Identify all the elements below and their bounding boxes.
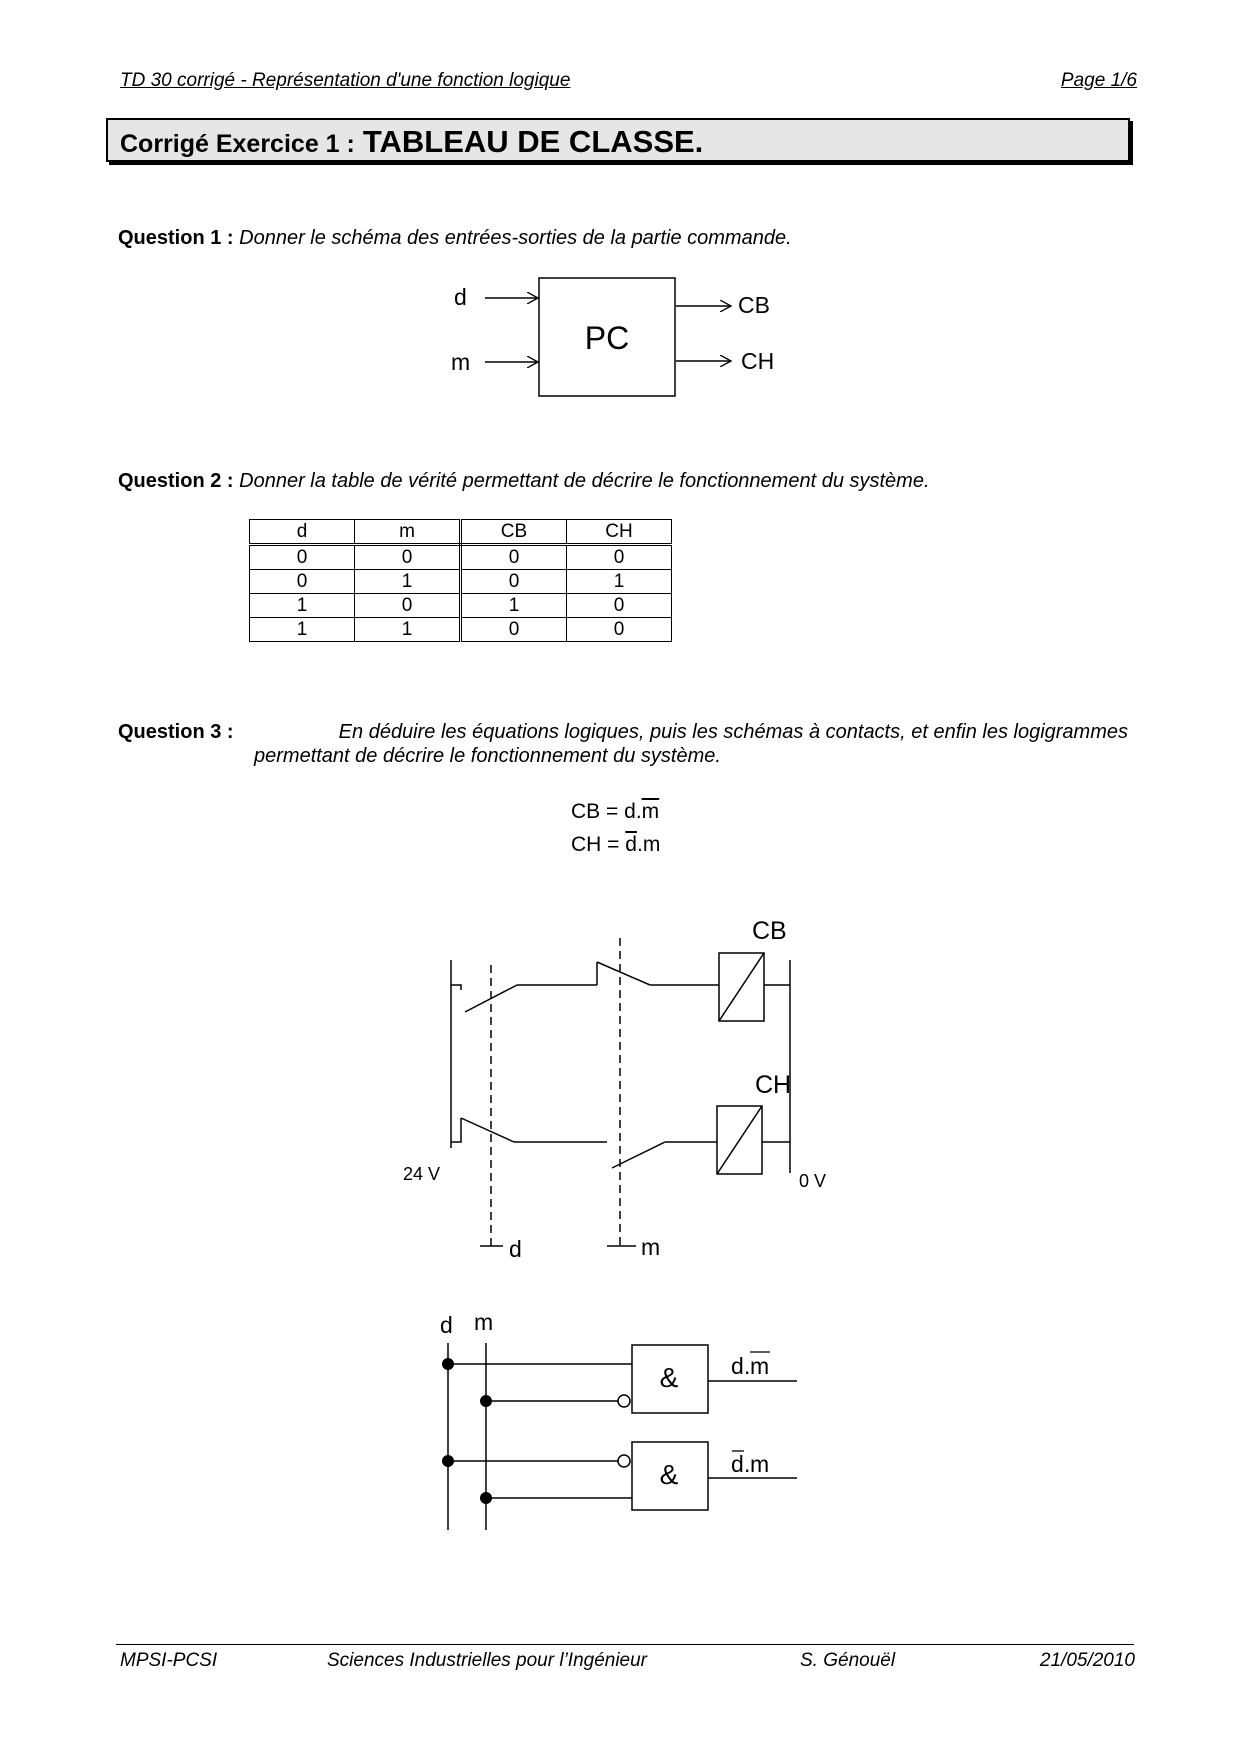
gate2-inverter-bubble <box>618 1455 630 1467</box>
th-d: d <box>250 520 355 545</box>
cell: 1 <box>567 570 672 594</box>
coil-ch-slash <box>717 1106 762 1174</box>
actuator-m-label: m <box>641 1234 661 1260</box>
cell: 0 <box>461 618 567 642</box>
eq-cb-dot: . <box>635 800 642 823</box>
gate1-output-label-b-negated: m <box>750 1353 770 1379</box>
logigram <box>440 1309 797 1530</box>
question-1-label: Question 1 : <box>118 227 234 249</box>
gate1-inverter-bubble <box>618 1395 630 1407</box>
contact-d-nc <box>461 1118 514 1142</box>
gate1-output-label-a: d <box>731 1353 744 1379</box>
junction-d-1 <box>442 1358 454 1370</box>
question-2-label: Question 2 : <box>118 470 234 492</box>
eq-ch-dot: . <box>636 833 643 856</box>
coil-cb-slash <box>719 953 764 1021</box>
pc-block-label: PC <box>584 320 630 356</box>
coil-ch-label: CH <box>755 1071 792 1099</box>
cell: 0 <box>567 618 672 642</box>
th-ch: CH <box>567 520 672 545</box>
gate2-output-label-b: m <box>750 1451 770 1477</box>
question-3-text-line2: permettant de décrire le fonctionnement du système. <box>254 745 721 767</box>
cell: 0 <box>355 594 461 618</box>
question-3-text-line1: En déduire les équations logiques, puis les schémas à contacts, et enfin les logigrammes <box>338 721 1128 743</box>
cell: 0 <box>250 545 355 570</box>
and-gate-1-symbol: & <box>659 1362 679 1393</box>
junction-d-2 <box>442 1455 454 1467</box>
footer-date: 21/05/2010 <box>1039 1650 1135 1671</box>
output-label-cb: CB <box>738 292 770 318</box>
junction-m-2 <box>480 1492 492 1504</box>
cell: 1 <box>355 618 461 642</box>
gate1-output-label-dot: . <box>744 1353 751 1379</box>
supply-0v-label: 0 V <box>799 1171 827 1191</box>
cell: 1 <box>355 570 461 594</box>
contact-m-nc <box>597 962 650 985</box>
eq-ch-b: m <box>642 833 661 856</box>
eq-cb-lhs: CB = <box>571 800 619 823</box>
cell: 1 <box>250 618 355 642</box>
cell: 0 <box>567 545 672 570</box>
cell: 1 <box>461 594 567 618</box>
header-doc-title: TD 30 corrigé - Représentation d'une fonction logique <box>120 70 571 91</box>
input-label-m: m <box>451 349 471 375</box>
rung1-lead <box>451 985 461 990</box>
logigram-input-m: m <box>474 1309 494 1335</box>
question-2-text: Donner la table de vérité permettant de décrire le fonctionnement du système. <box>239 470 930 492</box>
output-label-ch: CH <box>741 348 775 374</box>
logigram-input-d: d <box>440 1312 453 1338</box>
and-gate-2-symbol: & <box>659 1459 679 1490</box>
footer-course: Sciences Industrielles pour l’Ingénieur <box>327 1650 648 1671</box>
eq-cb-a: d <box>624 800 636 823</box>
footer-author: S. Génouël <box>800 1650 896 1671</box>
cell: 0 <box>355 545 461 570</box>
footer-class: MPSI-PCSI <box>120 1650 218 1671</box>
cell: 1 <box>250 594 355 618</box>
question-1-text: Donner le schéma des entrées-sorties de la partie commande. <box>239 227 792 249</box>
input-label-d: d <box>454 284 467 310</box>
coil-cb-label: CB <box>752 917 787 945</box>
question-3-label: Question 3 : <box>118 721 234 743</box>
exercise-title-main: TABLEAU DE CLASSE. <box>362 124 704 159</box>
cell: 0 <box>461 545 567 570</box>
ladder-diagram <box>451 938 790 1246</box>
footer-rule <box>116 1644 1134 1645</box>
gate2-output-label-dot: . <box>744 1451 751 1477</box>
gate2-output-label-a-negated: d <box>731 1451 744 1477</box>
cell: 0 <box>461 570 567 594</box>
cell: 0 <box>250 570 355 594</box>
junction-m-1 <box>480 1395 492 1407</box>
th-m: m <box>355 520 461 545</box>
header-page-number: Page 1/6 <box>1060 70 1137 91</box>
eq-ch-a-negated: $\overline{d}$ <box>625 833 637 856</box>
io-block-diagram <box>451 278 774 396</box>
rung2-lead <box>451 1118 461 1142</box>
eq-cb-b-negated: $\overline{m}$ <box>641 800 660 823</box>
eq-ch-lhs: CH = <box>571 833 620 856</box>
exercise-title-prefix: Corrigé Exercice 1 : <box>120 130 355 158</box>
supply-24v-label: 24 V <box>403 1164 441 1184</box>
cell: 0 <box>567 594 672 618</box>
th-cb: CB <box>461 520 567 545</box>
actuator-d-label: d <box>509 1236 522 1262</box>
